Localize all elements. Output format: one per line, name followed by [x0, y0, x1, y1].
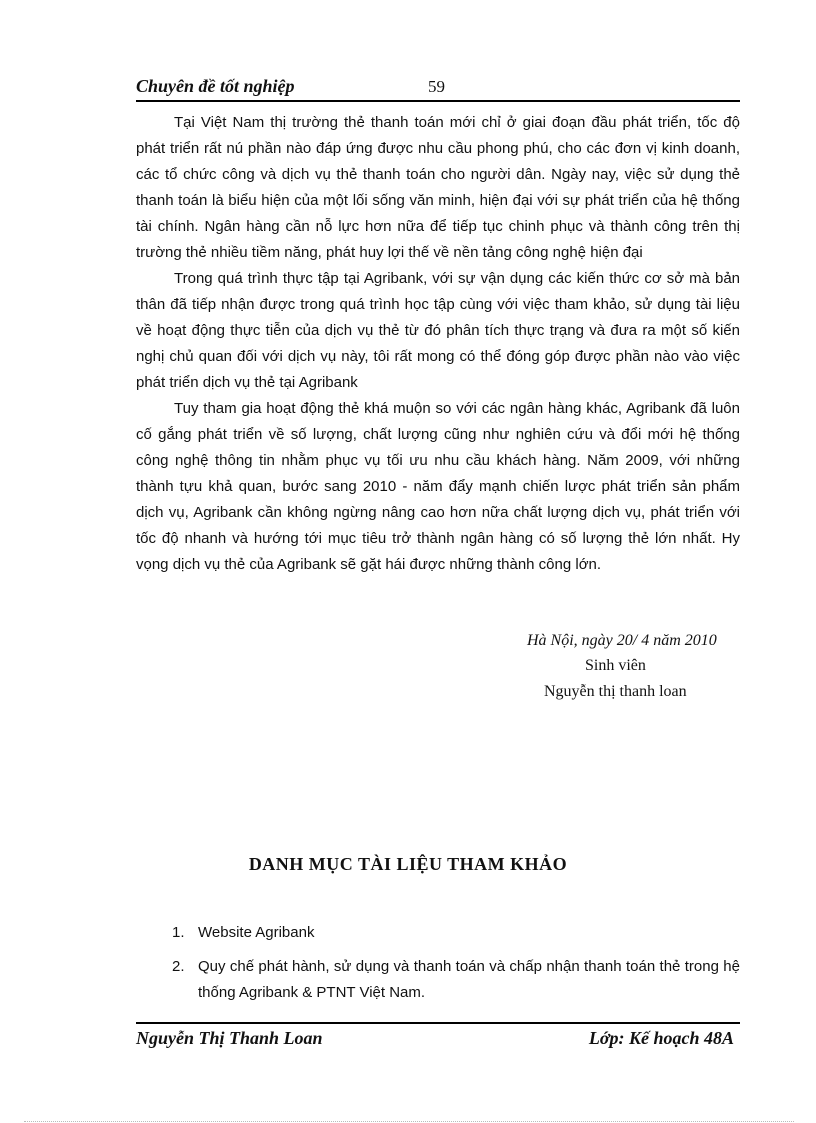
list-item-number: 1.: [172, 924, 185, 941]
references-list: [172, 920, 740, 1014]
footer-class: Lớp: Kế hoạch 48A: [588, 1028, 734, 1048]
page-edge-divider: [24, 1121, 794, 1122]
references-title: DANH MỤC TÀI LIỆU THAM KHẢO: [248, 854, 568, 874]
header-title: Chuyên đề tốt nghiệp: [136, 76, 295, 96]
list-item: [172, 920, 740, 946]
signature-name: Nguyễn thị thanh loan: [544, 683, 687, 700]
paragraph: Tại Việt Nam thị trường thẻ thanh toán mới chỉ ở giai đoạn đầu phát triển, tốc độ phát triển rất nú phần nào đáp ứng được nhu cầu phong phú, cho các đơn vị kinh doanh, các tổ chức công và dịch vụ thẻ thanh toán cho người dân. Ngày nay, việc sử dụng thẻ thanh toán là biểu hiện của một lối sống văn minh, hiện đại với sự phát triển của hệ thống tài chính. Ngân hàng cần nỗ lực hơn nữa để tiếp tục chinh phục và thành công trên thị trường thẻ nhiều tiềm năng, phát huy lợi thế về nền tảng công nghệ hiện đại: [136, 114, 740, 261]
list-item: [172, 954, 740, 1006]
list-item-text: Quy chế phát hành, sử dụng và thanh toán và chấp nhận thanh toán thẻ trong hệ thống Agribank & PTNT Việt Nam.: [198, 958, 740, 1001]
page-header: [136, 76, 740, 102]
signature-place-date: Hà Nội, ngày 20/ 4 năm 2010: [527, 632, 717, 649]
paragraph: Trong quá trình thực tập tại Agribank, với sự vận dụng các kiến thức cơ sở mà bản thân đã tiếp nhận được trong quá trình học tập cùng với việc tham khảo, sử dụng tài liệu về hoạt động thực tiễn của dịch vụ thẻ từ đó phân tích thực trạng và đưa ra một số kiến nghị chủ quan đối với dịch vụ này, tôi rất mong có thể đóng góp được phần nào vào việc phát triển dịch vụ thẻ tại Agribank: [136, 270, 740, 391]
list-item-number: 2.: [172, 958, 185, 975]
page-footer: [136, 1022, 740, 1048]
list-item-text: Website Agribank: [198, 924, 315, 941]
page-number: 59: [428, 77, 445, 96]
footer-author: Nguyễn Thị Thanh Loan: [136, 1028, 323, 1048]
paragraph: Tuy tham gia hoạt động thẻ khá muộn so với các ngân hàng khác, Agribank đã luôn cố gắng phát triển về số lượng, chất lượng cũng như nghiên cứu và đổi mới hệ thống công nghệ thông tin nhằm phục vụ tối ưu nhu cầu khách hàng. Năm 2009, với những thành tựu khả quan, bước sang 2010 - năm đẩy mạnh chiến lược phát triển sản phẩm dịch vụ, Agribank cần không ngừng nâng cao hơn nữa chất lượng dịch vụ, phát triển với tốc độ nhanh và hướng tới mục tiêu trở thành ngân hàng có số lượng thẻ lớn nhất. Hy vọng dịch vụ thẻ của Agribank sẽ gặt hái được những thành công lớn.: [136, 400, 740, 573]
signature-role: Sinh viên: [585, 657, 646, 674]
body-text: [136, 110, 740, 578]
